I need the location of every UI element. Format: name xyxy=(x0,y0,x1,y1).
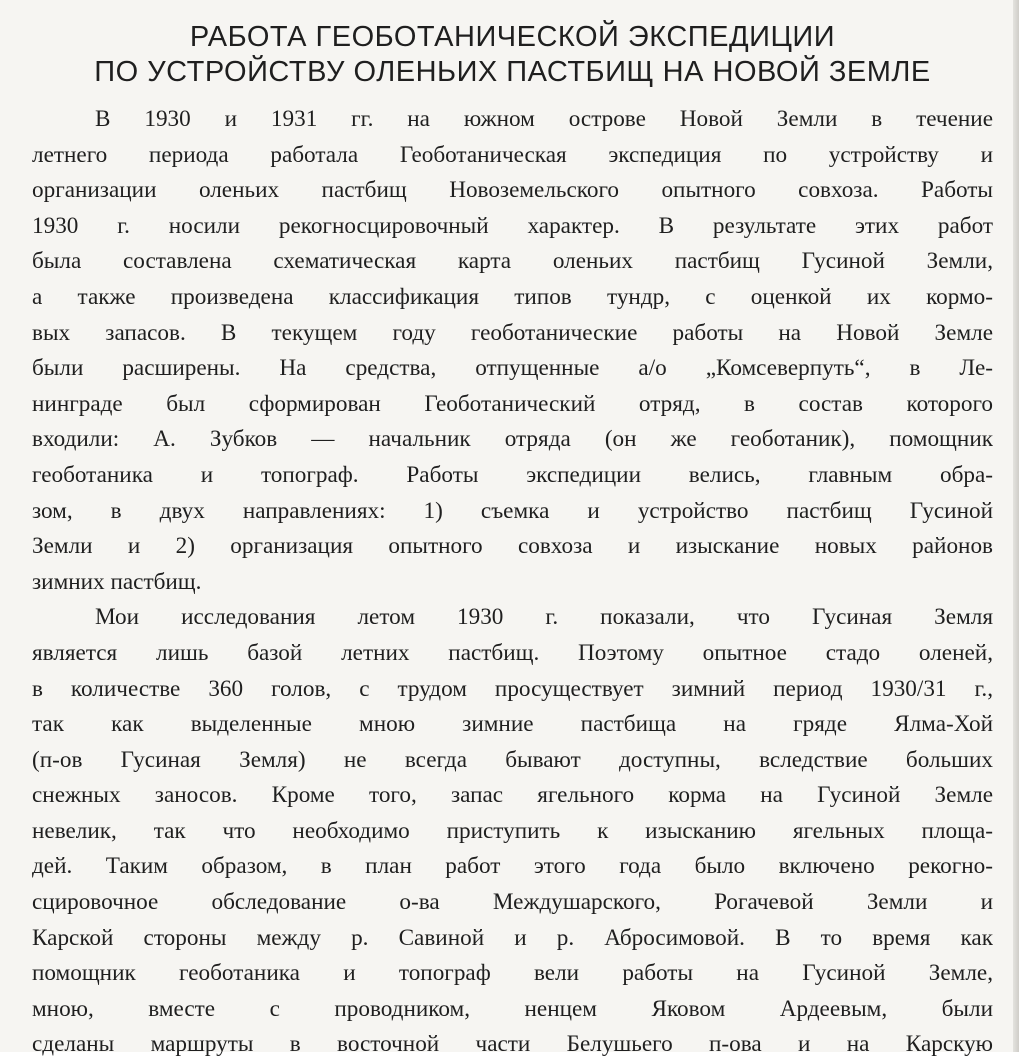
text-line: Мои исследования летом 1930 г. показали, что Гусиная Земля xyxy=(95,604,993,631)
text-line: организации оленьих пастбищ Новоземельского опытного совхоза. Работы xyxy=(32,177,993,204)
text-line: сцировочное обследование о-ва Междушарского, Рогачевой Земли и xyxy=(32,889,993,916)
text-line: входили: А. Зубков — начальник отряда (он же геоботаник), помощник xyxy=(32,426,993,453)
document-title xyxy=(32,20,993,90)
text-line: нинграде был сформирован Геоботанический отряд, в состав которого xyxy=(32,390,993,417)
text-line: зом, в двух направлениях: 1) съемка и устройство пастбищ Гусиной xyxy=(32,497,993,524)
text-line: (п-ов Гусиная Земля) не всегда бывают доступны, вследствие больших xyxy=(32,746,993,773)
text-line: невелик, так что необходимо приступить к изысканию ягельных площа- xyxy=(32,817,993,844)
text-line: летнего периода работала Геоботаническая экспедиция по устройству и xyxy=(32,141,993,168)
text-line: а также произведена классификация типов тундр, с оценкой их кормо- xyxy=(32,283,993,310)
title-line: ПО УСТРОЙСТВУ ОЛЕНЬИХ ПАСТБИЩ НА НОВОЙ ЗЕМЛЕ xyxy=(94,56,931,88)
text-line: В 1930 и 1931 гг. на южном острове Новой Земли в течение xyxy=(95,106,993,132)
scan-edge xyxy=(1013,0,1019,1052)
text-line: Земли и 2) организация опытного совхоза и изыскание новых районов xyxy=(32,533,993,560)
text-line: зимних пастбищ. xyxy=(32,568,202,595)
text-line: снежных заносов. Кроме того, запас ягельного корма на Гусиной Земле xyxy=(32,782,993,809)
text-line: помощник геоботаника и топограф вели работы на Гусиной Земле, xyxy=(32,960,993,987)
text-line: в количестве 360 голов, с трудом просуществует зимний период 1930/31 г., xyxy=(32,675,993,702)
text-line: мною, вместе с проводником, ненцем Яковом Ардеевым, были xyxy=(32,995,993,1022)
text-line: дей. Таким образом, в план работ этого года было включено рекогно- xyxy=(32,853,993,880)
paragraph-2 xyxy=(32,600,993,1063)
text-line: была составлена схематическая карта оленьих пастбищ Гусиной Земли, xyxy=(32,248,993,275)
text-line: были расширены. На средства, отпущенные а/о „Комсеверпуть“, в Ле- xyxy=(32,355,993,382)
text-line: геоботаника и топограф. Работы экспедиции велись, главным обра- xyxy=(32,461,993,488)
title-line: РАБОТА ГЕОБОТАНИЧЕСКОЙ ЭКСПЕДИЦИИ xyxy=(189,21,836,53)
text-line: так как выделенные мною зимние пастбища на гряде Ялма-Хой xyxy=(32,711,993,738)
text-line: Карской стороны между р. Савиной и р. Абросимовой. В то время как xyxy=(32,924,993,951)
text-line: сделаны маршруты в восточной части Белушьего п-ова и на Карскую xyxy=(32,1031,993,1058)
text-line: является лишь базой летних пастбищ. Поэтому опытное стадо оленей, xyxy=(32,639,993,666)
text-line: вых запасов. В текущем году геоботанические работы на Новой Земле xyxy=(32,319,993,346)
text-line: 1930 г. носили рекогносцировочный характер. В результате этих работ xyxy=(32,212,993,239)
paragraph-1 xyxy=(32,102,993,600)
